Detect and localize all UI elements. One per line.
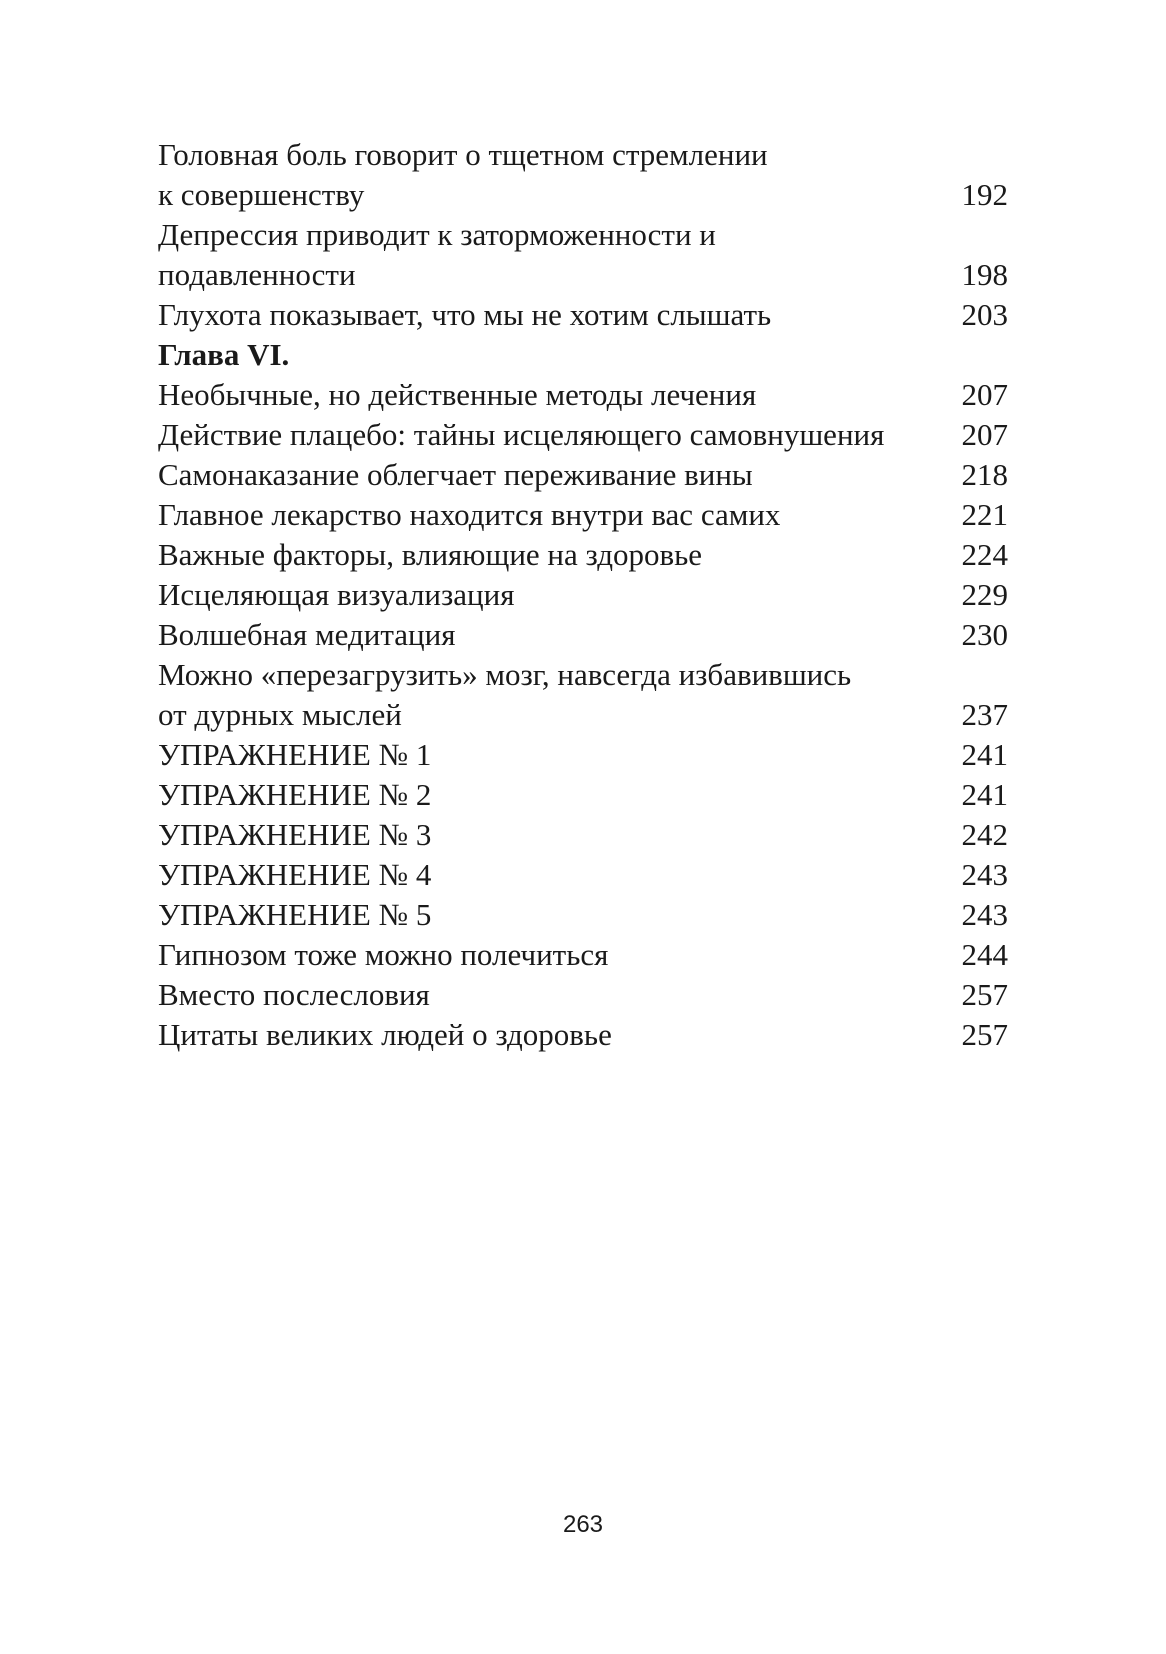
toc-chapter-heading [158,335,1008,375]
toc-entry [158,895,1008,935]
toc-entry [158,575,1008,615]
toc-entry [158,215,1008,295]
toc-entry-page: 218 [961,457,1008,492]
toc-entry [158,935,1008,975]
toc-entry-title: УПРАЖНЕНИЕ № 3 [158,817,432,852]
toc-entry-title: УПРАЖНЕНИЕ № 1 [158,737,432,772]
toc-entry [158,815,1008,855]
toc-entry [158,775,1008,815]
toc-entry-page: 257 [961,1017,1008,1052]
toc-entry-title: Головная боль говорит о тщетном стремлении к совершенству [158,137,768,212]
toc-entry [158,415,1008,455]
table-of-contents [158,135,1008,1055]
toc-entry [158,495,1008,535]
toc-entry-title: Важные факторы, влияющие на здоровье [158,537,703,572]
toc-entry-page: 198 [961,257,1008,292]
toc-entry [158,735,1008,775]
toc-entry-page: 243 [961,857,1008,892]
toc-entry [158,295,1008,335]
toc-entry-title: Глухота показывает, что мы не хотим слышать [158,297,772,332]
toc-entry-title: Волшебная медитация [158,617,456,652]
toc-entry-page: 244 [961,937,1008,972]
toc-entry-title: УПРАЖНЕНИЕ № 5 [158,897,432,932]
toc-entry [158,1015,1008,1055]
toc-entry [158,135,1008,215]
toc-entry [158,855,1008,895]
toc-entry [158,975,1008,1015]
toc-entry-page: 257 [961,977,1008,1012]
toc-entry-page: 192 [961,177,1008,212]
toc-entry [158,455,1008,495]
toc-entry-page: 221 [961,497,1008,532]
toc-entry-page: 229 [961,577,1008,612]
toc-entry [158,615,1008,655]
toc-entry-page: 241 [961,737,1008,772]
toc-entry-page: 243 [961,897,1008,932]
toc-entry-title: Главное лекарство находится внутри вас самих [158,497,781,532]
toc-entry-page: 224 [961,537,1008,572]
toc-entry-page: 207 [961,377,1008,412]
toc-entry-title: Гипнозом тоже можно полечиться [158,937,609,972]
toc-entry-title: УПРАЖНЕНИЕ № 4 [158,857,432,892]
toc-entry-title: Действие плацебо: тайны исцеляющего самовнушения [158,417,885,452]
toc-entry-title: Вместо послесловия [158,977,430,1012]
toc-entry-page: 242 [961,817,1008,852]
toc-entry-page: 237 [961,697,1008,732]
toc-entry-title: Цитаты великих людей о здоровье [158,1017,612,1052]
toc-entry-page: 207 [961,417,1008,452]
chapter-title: Глава VI. [158,337,290,372]
toc-entry-title: Необычные, но действенные методы лечения [158,377,757,412]
page-number: 263 [562,1511,604,1538]
toc-entry-title: Депрессия приводит к заторможенности и подавленности [158,217,716,292]
toc-entry-title: УПРАЖНЕНИЕ № 2 [158,777,432,812]
toc-entry [158,535,1008,575]
toc-entry [158,375,1008,415]
toc-entry [158,655,1008,735]
toc-entry-title: Можно «перезагрузить» мозг, навсегда избавившись от дурных мыслей [158,657,852,732]
toc-entry-title: Самонаказание облегчает переживание вины [158,457,753,492]
toc-entry-title: Исцеляющая визуализация [158,577,515,612]
toc-entry-page: 203 [961,297,1008,332]
toc-entry-page: 241 [961,777,1008,812]
toc-entry-page: 230 [961,617,1008,652]
